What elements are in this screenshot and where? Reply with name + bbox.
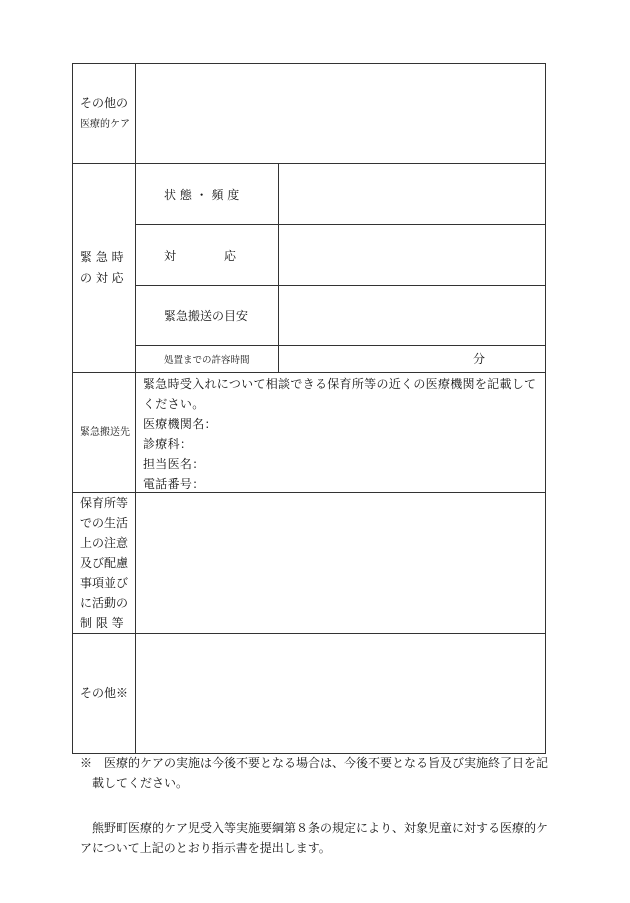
other-care-label-line-1: その他の <box>80 95 129 110</box>
transport-criteria-value-cell <box>278 285 546 346</box>
other-label-cell <box>72 633 136 754</box>
other-care-label-line-2: 医療的ケア <box>80 118 130 130</box>
transport-label-cell <box>72 372 136 493</box>
other-label: その他※ <box>80 686 129 700</box>
allowed-time-label-cell <box>135 345 279 373</box>
daily-life-label-line-7: 制 限 等 <box>80 616 124 630</box>
other-care-value-cell <box>135 63 546 164</box>
hospital-name-field-label: 医療機関名： <box>143 417 217 431</box>
statement-line-1: 熊野町医療的ケア児受入等実施要綱第８条の規定により、対象児童に対する医療的ケ <box>92 821 549 835</box>
daily-life-label-line-3: 上の注意 <box>80 536 129 550</box>
other-care-label-cell <box>72 63 136 164</box>
allowed-time-value-cell <box>278 345 546 373</box>
transport-label: 緊急搬送先 <box>80 427 130 438</box>
response-value-cell <box>278 224 546 286</box>
phone-number-field-label: 電話番号： <box>143 477 205 491</box>
response-label-cell <box>135 224 279 286</box>
allowed-time-label: 処置までの許容時間 <box>164 355 250 366</box>
note-line-2: 載してください。 <box>92 776 189 790</box>
emergency-label-line-1: 緊 急 時 <box>80 250 124 264</box>
transport-instruction-line-1: 緊急時受入れについて相談できる保育所等の近くの医療機関を記載して <box>143 377 537 391</box>
daily-life-label-cell <box>72 492 136 634</box>
daily-life-label-line-2: での生活 <box>80 516 129 530</box>
note-line-1: ※ 医療的ケアの実施は今後不要となる場合は、今後不要となる旨及び実施終了日を記 <box>80 756 549 770</box>
daily-life-label-line-5: 事項並び <box>80 576 129 590</box>
emergency-label-line-2: の 対 応 <box>80 271 124 285</box>
daily-life-label-line-6: に活動の <box>80 596 129 610</box>
daily-life-value-cell <box>135 492 546 634</box>
department-field-label: 診療科： <box>143 437 193 451</box>
condition-frequency-value-cell <box>278 163 546 225</box>
minutes-unit: 分 <box>473 352 486 366</box>
condition-frequency-label: 状 態 ・ 頻 度 <box>164 187 240 202</box>
daily-life-label-line-4: 及び配慮 <box>80 556 129 570</box>
response-label: 対 応 <box>164 248 237 263</box>
transport-instruction-line-2: ください。 <box>143 397 205 411</box>
other-value-cell <box>135 633 546 754</box>
daily-life-label-line-1: 保育所等 <box>80 496 129 510</box>
transport-criteria-label-cell <box>135 285 279 346</box>
statement-line-2: アについて上記のとおり指示書を提出します。 <box>80 841 331 855</box>
emergency-label-cell <box>72 163 136 373</box>
doctor-name-field-label: 担当医名： <box>143 457 205 471</box>
condition-frequency-label-cell <box>135 163 279 225</box>
transport-value-cell <box>135 372 546 493</box>
transport-criteria-label: 緊急搬送の目安 <box>164 309 249 323</box>
